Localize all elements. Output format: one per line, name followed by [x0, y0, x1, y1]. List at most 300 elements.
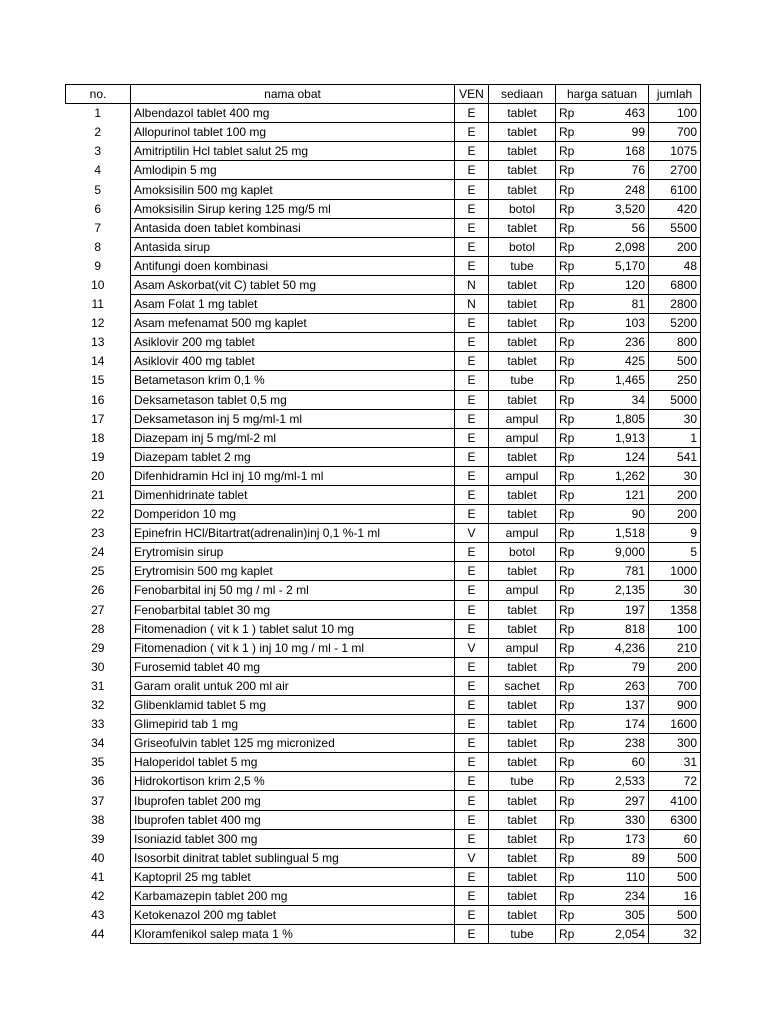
table-row — [66, 619, 701, 638]
row-number: 14 — [91, 354, 105, 369]
table-row — [66, 906, 701, 925]
quantity: 500 — [649, 867, 701, 886]
row-number: 43 — [91, 908, 105, 923]
ven-category: E — [455, 810, 489, 829]
dosage-form: tablet — [489, 848, 556, 867]
row-number: 1 — [94, 106, 102, 121]
unit-price: 168 — [584, 142, 649, 161]
drug-name: Ketokenazol 200 mg tablet — [131, 906, 455, 925]
currency-label: Rp — [556, 505, 584, 524]
row-number: 16 — [91, 392, 105, 407]
quantity: 5200 — [649, 314, 701, 333]
table-row — [66, 333, 701, 352]
currency-label: Rp — [556, 314, 584, 333]
row-number: 15 — [91, 373, 105, 388]
quantity: 6300 — [649, 810, 701, 829]
row-number: 33 — [91, 717, 105, 732]
dosage-form: tablet — [489, 734, 556, 753]
table-row — [66, 810, 701, 829]
currency-label: Rp — [556, 142, 584, 161]
row-number: 19 — [91, 449, 105, 464]
ven-category: V — [455, 638, 489, 657]
row-number: 18 — [91, 430, 105, 445]
ven-category: E — [455, 772, 489, 791]
ven-category: E — [455, 409, 489, 428]
ven-category: E — [455, 829, 489, 848]
ven-category: E — [455, 657, 489, 676]
drug-name: Amitriptilin Hcl tablet salut 25 mg — [131, 142, 455, 161]
ven-category: V — [455, 524, 489, 543]
unit-price: 1,913 — [584, 428, 649, 447]
currency-label: Rp — [556, 543, 584, 562]
table-row — [66, 180, 701, 199]
ven-category: E — [455, 753, 489, 772]
table-row — [66, 886, 701, 905]
dosage-form: tablet — [489, 562, 556, 581]
table-row — [66, 676, 701, 695]
unit-price: 173 — [584, 829, 649, 848]
currency-label: Rp — [556, 867, 584, 886]
row-number: 23 — [91, 526, 105, 541]
unit-price: 99 — [584, 123, 649, 142]
ven-category: E — [455, 543, 489, 562]
row-number: 27 — [91, 602, 105, 617]
quantity: 100 — [649, 619, 701, 638]
currency-label: Rp — [556, 123, 584, 142]
quantity: 6800 — [649, 275, 701, 294]
unit-price: 76 — [584, 161, 649, 180]
drug-name: Difenhidramin Hcl inj 10 mg/ml-1 ml — [131, 466, 455, 485]
ven-category: E — [455, 199, 489, 218]
currency-label: Rp — [556, 925, 584, 944]
unit-price: 2,135 — [584, 581, 649, 600]
row-number: 17 — [91, 411, 105, 426]
row-number: 8 — [94, 239, 102, 254]
row-number: 22 — [91, 507, 105, 522]
table-row — [66, 543, 701, 562]
header-nama-obat: nama obat — [131, 85, 455, 104]
ven-category: E — [455, 371, 489, 390]
dosage-form: tablet — [489, 886, 556, 905]
quantity: 6100 — [649, 180, 701, 199]
drug-name: Ibuprofen tablet 400 mg — [131, 810, 455, 829]
dosage-form: botol — [489, 543, 556, 562]
row-number: 21 — [91, 488, 105, 503]
dosage-form: tablet — [489, 829, 556, 848]
unit-price: 263 — [584, 676, 649, 695]
currency-label: Rp — [556, 180, 584, 199]
ven-category: E — [455, 906, 489, 925]
table-row — [66, 657, 701, 676]
currency-label: Rp — [556, 524, 584, 543]
dosage-form: ampul — [489, 409, 556, 428]
unit-price: 174 — [584, 715, 649, 734]
quantity: 2700 — [649, 161, 701, 180]
unit-price: 121 — [584, 485, 649, 504]
currency-label: Rp — [556, 333, 584, 352]
unit-price: 79 — [584, 657, 649, 676]
row-number: 37 — [91, 793, 105, 808]
dosage-form: ampul — [489, 581, 556, 600]
table-row — [66, 581, 701, 600]
unit-price: 137 — [584, 696, 649, 715]
drug-name: Allopurinol tablet 100 mg — [131, 123, 455, 142]
quantity: 250 — [649, 371, 701, 390]
ven-category: E — [455, 256, 489, 275]
unit-price: 5,170 — [584, 256, 649, 275]
ven-category: E — [455, 352, 489, 371]
row-number: 4 — [94, 163, 102, 178]
drug-name: Epinefrin HCl/Bitartrat(adrenalin)inj 0,1 %-1 ml — [131, 524, 455, 543]
unit-price: 56 — [584, 218, 649, 237]
table-row — [66, 734, 701, 753]
currency-label: Rp — [556, 562, 584, 581]
drug-name: Erytromisin sirup — [131, 543, 455, 562]
unit-price: 1,262 — [584, 466, 649, 485]
drug-name: Asam mefenamat 500 mg kaplet — [131, 314, 455, 333]
currency-label: Rp — [556, 371, 584, 390]
row-number: 7 — [94, 220, 102, 235]
unit-price: 297 — [584, 791, 649, 810]
quantity: 1358 — [649, 600, 701, 619]
quantity: 420 — [649, 199, 701, 218]
currency-label: Rp — [556, 295, 584, 314]
quantity: 30 — [649, 581, 701, 600]
currency-label: Rp — [556, 256, 584, 275]
quantity: 30 — [649, 409, 701, 428]
drug-name: Asam Askorbat(vit C) tablet 50 mg — [131, 275, 455, 294]
unit-price: 90 — [584, 505, 649, 524]
dosage-form: tablet — [489, 619, 556, 638]
ven-category: E — [455, 715, 489, 734]
drug-name: Deksametason tablet 0,5 mg — [131, 390, 455, 409]
drug-name: Fitomenadion ( vit k 1 ) inj 10 mg / ml - 1 ml — [131, 638, 455, 657]
ven-category: E — [455, 447, 489, 466]
ven-category: E — [455, 466, 489, 485]
currency-label: Rp — [556, 237, 584, 256]
currency-label: Rp — [556, 829, 584, 848]
table-row — [66, 696, 701, 715]
drug-name: Glimepirid tab 1 mg — [131, 715, 455, 734]
quantity: 5500 — [649, 218, 701, 237]
unit-price: 3,520 — [584, 199, 649, 218]
dosage-form: tablet — [489, 600, 556, 619]
currency-label: Rp — [556, 104, 584, 123]
header-jumlah: jumlah — [649, 85, 701, 104]
dosage-form: tablet — [489, 715, 556, 734]
ven-category: E — [455, 505, 489, 524]
currency-label: Rp — [556, 409, 584, 428]
header-sediaan: sediaan — [489, 85, 556, 104]
row-number: 25 — [91, 564, 105, 579]
dosage-form: tablet — [489, 791, 556, 810]
drug-name: Antasida sirup — [131, 237, 455, 256]
quantity: 9 — [649, 524, 701, 543]
drug-name: Amoksisilin Sirup kering 125 mg/5 ml — [131, 199, 455, 218]
dosage-form: tube — [489, 371, 556, 390]
drug-name: Asam Folat 1 mg tablet — [131, 295, 455, 314]
currency-label: Rp — [556, 199, 584, 218]
table-row — [66, 256, 701, 275]
unit-price: 197 — [584, 600, 649, 619]
row-number: 42 — [91, 888, 105, 903]
currency-label: Rp — [556, 753, 584, 772]
quantity: 1000 — [649, 562, 701, 581]
drug-name: Garam oralit untuk 200 ml air — [131, 676, 455, 695]
quantity: 72 — [649, 772, 701, 791]
quantity: 1600 — [649, 715, 701, 734]
unit-price: 234 — [584, 886, 649, 905]
row-number: 34 — [91, 736, 105, 751]
table-row — [66, 371, 701, 390]
unit-price: 2,533 — [584, 772, 649, 791]
dosage-form: botol — [489, 237, 556, 256]
currency-label: Rp — [556, 466, 584, 485]
header-ven: VEN — [455, 85, 489, 104]
table-row — [66, 791, 701, 810]
quantity: 900 — [649, 696, 701, 715]
dosage-form: tablet — [489, 218, 556, 237]
currency-label: Rp — [556, 715, 584, 734]
table-row — [66, 524, 701, 543]
ven-category: E — [455, 333, 489, 352]
row-number: 9 — [94, 258, 102, 273]
row-number: 26 — [91, 583, 105, 598]
dosage-form: tablet — [489, 180, 556, 199]
table-row — [66, 104, 701, 123]
dosage-form: tablet — [489, 906, 556, 925]
quantity: 16 — [649, 886, 701, 905]
dosage-form: tablet — [489, 104, 556, 123]
currency-label: Rp — [556, 275, 584, 294]
dosage-form: tablet — [489, 867, 556, 886]
quantity: 60 — [649, 829, 701, 848]
dosage-form: tablet — [489, 485, 556, 504]
drug-name: Furosemid tablet 40 mg — [131, 657, 455, 676]
ven-category: E — [455, 600, 489, 619]
dosage-form: botol — [489, 199, 556, 218]
currency-label: Rp — [556, 791, 584, 810]
quantity: 48 — [649, 256, 701, 275]
ven-category: E — [455, 581, 489, 600]
unit-price: 120 — [584, 275, 649, 294]
dosage-form: tablet — [489, 505, 556, 524]
ven-category: E — [455, 180, 489, 199]
row-number: 29 — [91, 640, 105, 655]
currency-label: Rp — [556, 161, 584, 180]
table-row — [66, 275, 701, 294]
quantity: 5000 — [649, 390, 701, 409]
dosage-form: tablet — [489, 696, 556, 715]
table-row — [66, 161, 701, 180]
drug-name: Diazepam inj 5 mg/ml-2 ml — [131, 428, 455, 447]
ven-category: E — [455, 562, 489, 581]
dosage-form: tablet — [489, 295, 556, 314]
row-number: 38 — [91, 812, 105, 827]
table-row — [66, 848, 701, 867]
dosage-form: ampul — [489, 638, 556, 657]
currency-label: Rp — [556, 772, 584, 791]
currency-label: Rp — [556, 810, 584, 829]
currency-label: Rp — [556, 906, 584, 925]
row-number: 40 — [91, 850, 105, 865]
ven-category: E — [455, 886, 489, 905]
currency-label: Rp — [556, 619, 584, 638]
dosage-form: tablet — [489, 657, 556, 676]
table-row — [66, 505, 701, 524]
unit-price: 236 — [584, 333, 649, 352]
header-harga-satuan: harga satuan — [556, 85, 649, 104]
dosage-form: sachet — [489, 676, 556, 695]
currency-label: Rp — [556, 848, 584, 867]
drug-name: Domperidon 10 mg — [131, 505, 455, 524]
quantity: 1 — [649, 428, 701, 447]
dosage-form: tablet — [489, 447, 556, 466]
drug-name: Fenobarbital tablet 30 mg — [131, 600, 455, 619]
drug-name: Amoksisilin 500 mg kaplet — [131, 180, 455, 199]
drug-name: Amlodipin 5 mg — [131, 161, 455, 180]
ven-category: V — [455, 848, 489, 867]
unit-price: 463 — [584, 104, 649, 123]
drug-name: Betametason krim 0,1 % — [131, 371, 455, 390]
drug-name: Dimenhidrinate tablet — [131, 485, 455, 504]
dosage-form: tablet — [489, 142, 556, 161]
ven-category: E — [455, 734, 489, 753]
drug-name: Hidrokortison krim 2,5 % — [131, 772, 455, 791]
unit-price: 60 — [584, 753, 649, 772]
quantity: 4100 — [649, 791, 701, 810]
quantity: 200 — [649, 485, 701, 504]
table-row — [66, 352, 701, 371]
table-row — [66, 314, 701, 333]
ven-category: E — [455, 925, 489, 944]
quantity: 32 — [649, 925, 701, 944]
row-number: 28 — [91, 621, 105, 636]
quantity: 1075 — [649, 142, 701, 161]
ven-category: E — [455, 485, 489, 504]
unit-price: 1,518 — [584, 524, 649, 543]
drug-name: Albendazol tablet 400 mg — [131, 104, 455, 123]
unit-price: 4,236 — [584, 638, 649, 657]
currency-label: Rp — [556, 581, 584, 600]
dosage-form: tablet — [489, 810, 556, 829]
dosage-form: tablet — [489, 314, 556, 333]
row-number: 10 — [91, 277, 105, 292]
row-number: 12 — [91, 316, 105, 331]
unit-price: 1,465 — [584, 371, 649, 390]
row-number: 2 — [94, 125, 102, 140]
unit-price: 89 — [584, 848, 649, 867]
drug-name: Karbamazepin tablet 200 mg — [131, 886, 455, 905]
table-row — [66, 123, 701, 142]
ven-category: N — [455, 295, 489, 314]
table-row — [66, 142, 701, 161]
row-number: 24 — [91, 545, 105, 560]
unit-price: 238 — [584, 734, 649, 753]
row-number: 5 — [94, 182, 102, 197]
table-row — [66, 925, 701, 944]
unit-price: 818 — [584, 619, 649, 638]
drug-name: Deksametason inj 5 mg/ml-1 ml — [131, 409, 455, 428]
currency-label: Rp — [556, 600, 584, 619]
dosage-form: ampul — [489, 466, 556, 485]
dosage-form: tablet — [489, 123, 556, 142]
drug-name: Erytromisin 500 mg kaplet — [131, 562, 455, 581]
table-row — [66, 428, 701, 447]
medicine-table — [65, 84, 701, 944]
unit-price: 124 — [584, 447, 649, 466]
drug-name: Haloperidol tablet 5 mg — [131, 753, 455, 772]
drug-name: Fitomenadion ( vit k 1 ) tablet salut 10 mg — [131, 619, 455, 638]
dosage-form: tube — [489, 256, 556, 275]
ven-category: E — [455, 676, 489, 695]
ven-category: E — [455, 237, 489, 256]
drug-name: Asiklovir 400 mg tablet — [131, 352, 455, 371]
drug-name: Diazepam tablet 2 mg — [131, 447, 455, 466]
currency-label: Rp — [556, 657, 584, 676]
table-row — [66, 753, 701, 772]
quantity: 31 — [649, 753, 701, 772]
table-row — [66, 485, 701, 504]
unit-price: 34 — [584, 390, 649, 409]
drug-name: Ibuprofen tablet 200 mg — [131, 791, 455, 810]
row-number: 32 — [91, 698, 105, 713]
quantity: 500 — [649, 352, 701, 371]
table-row — [66, 447, 701, 466]
ven-category: E — [455, 314, 489, 333]
quantity: 800 — [649, 333, 701, 352]
ven-category: E — [455, 696, 489, 715]
row-number: 6 — [94, 201, 102, 216]
ven-category: N — [455, 275, 489, 294]
dosage-form: tablet — [489, 753, 556, 772]
quantity: 700 — [649, 123, 701, 142]
row-number: 3 — [94, 144, 102, 159]
quantity: 30 — [649, 466, 701, 485]
unit-price: 781 — [584, 562, 649, 581]
ven-category: E — [455, 161, 489, 180]
unit-price: 425 — [584, 352, 649, 371]
table-row — [66, 199, 701, 218]
dosage-form: tablet — [489, 161, 556, 180]
currency-label: Rp — [556, 638, 584, 657]
quantity: 541 — [649, 447, 701, 466]
dosage-form: tube — [489, 772, 556, 791]
dosage-form: tablet — [489, 352, 556, 371]
table-row — [66, 867, 701, 886]
quantity: 500 — [649, 848, 701, 867]
drug-name: Kloramfenikol salep mata 1 % — [131, 925, 455, 944]
unit-price: 2,054 — [584, 925, 649, 944]
dosage-form: tablet — [489, 333, 556, 352]
table-row — [66, 829, 701, 848]
drug-name: Isosorbit dinitrat tablet sublingual 5 mg — [131, 848, 455, 867]
dosage-form: ampul — [489, 524, 556, 543]
dosage-form: tablet — [489, 390, 556, 409]
quantity: 210 — [649, 638, 701, 657]
drug-name: Antifungi doen kombinasi — [131, 256, 455, 275]
currency-label: Rp — [556, 696, 584, 715]
row-number: 11 — [91, 297, 104, 312]
row-number: 39 — [91, 831, 105, 846]
ven-category: E — [455, 390, 489, 409]
currency-label: Rp — [556, 676, 584, 695]
row-number: 20 — [91, 468, 105, 483]
row-number: 36 — [91, 774, 105, 789]
currency-label: Rp — [556, 485, 584, 504]
dosage-form: ampul — [489, 428, 556, 447]
header-row — [66, 85, 701, 104]
